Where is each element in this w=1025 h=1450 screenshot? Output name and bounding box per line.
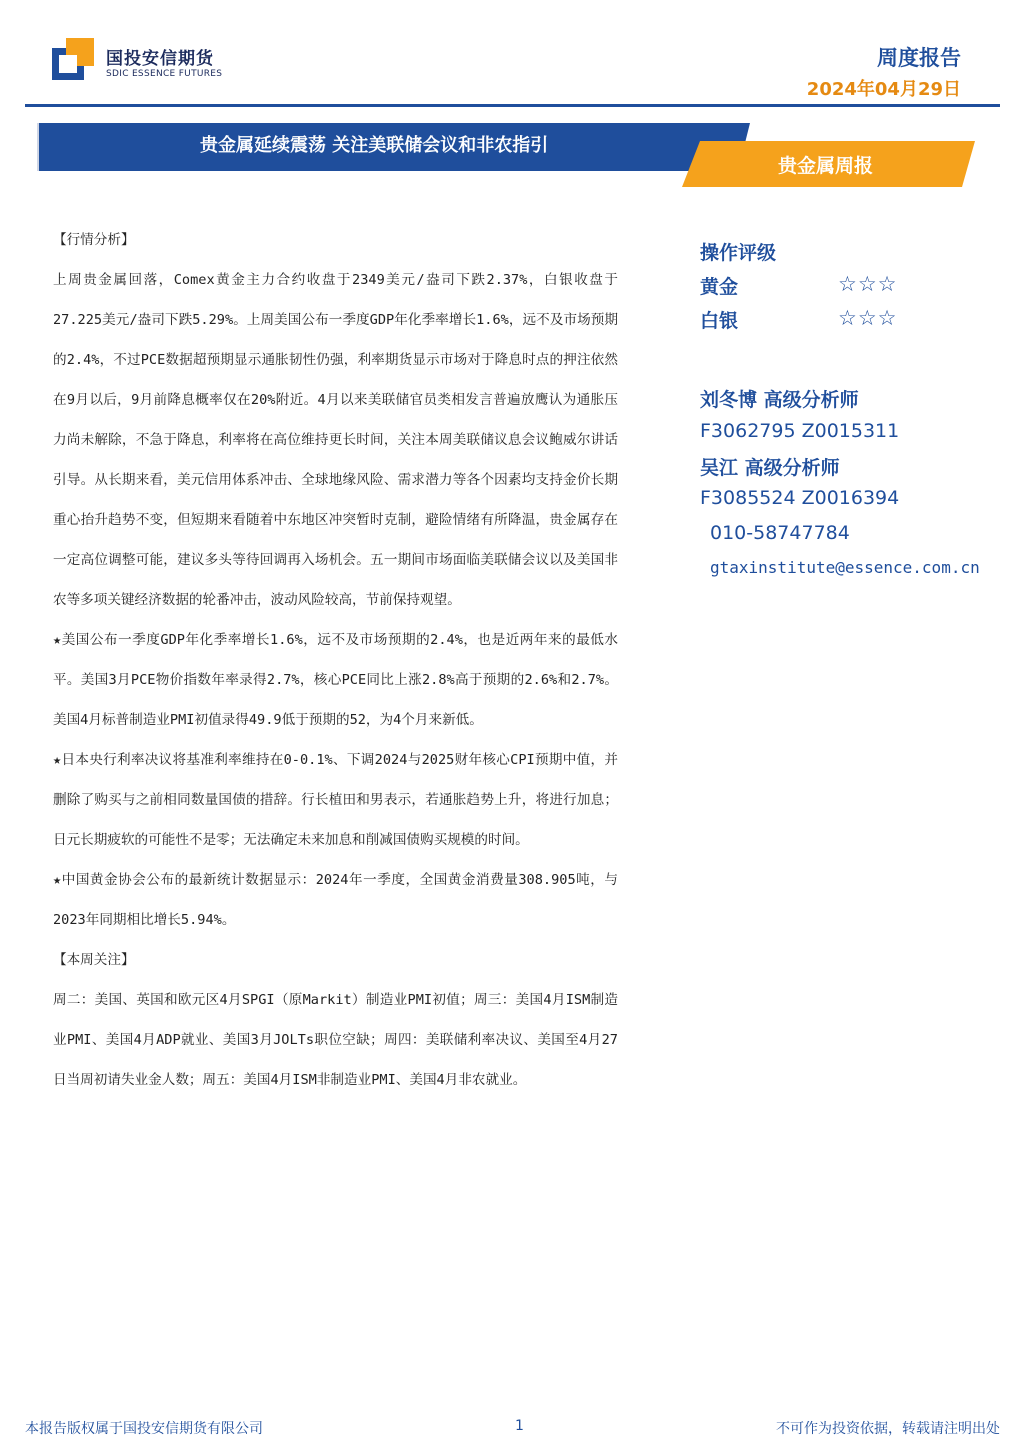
section-heading-market-analysis: 【行情分析】: [53, 232, 135, 248]
rating-name: 白银: [700, 310, 739, 332]
analyst-certificate: F3062795 Z0015311: [700, 420, 900, 442]
contact-phone: 010-58747784: [710, 522, 850, 544]
rating-title: 操作评级: [700, 242, 777, 264]
paragraph-week-calendar: 周二：美国、英国和欧元区4月SPGI（原Markit）制造业PMI初值；周三：美国4月ISM制造业PMI、美国4月ADP就业、美国3月JOLTs职位空缺；周四：美联储利率决议、美国至4月27日当周初请失业金人数；周五：美国4月ISM非制造业PMI、美国4月非农就业。: [53, 992, 618, 1088]
logo-chinese-name: 国投安信期货: [106, 49, 214, 69]
report-title: 贵金属延续震荡 关注美联储会议和非农指引: [200, 135, 549, 156]
paragraph-boj-decision: ★日本央行利率决议将基准利率维持在0-0.1%、下调2024与2025财年核心CPI预期中值，并删除了购买与之前相同数量国债的措辞。行长植田和男表示，若通胀趋势上升，将进行加息；日元长期疲软的可能性不是零；无法确定未来加息和削减国债购买规模的时间。: [53, 752, 618, 848]
logo-mark-icon: [52, 38, 94, 80]
rating-row-silver: [700, 306, 920, 334]
star-rating-icon: ☆☆☆: [838, 272, 898, 296]
report-type: 周度报告: [877, 46, 961, 70]
logo-english-name: SDIC ESSENCE FUTURES: [106, 69, 223, 79]
star-rating-icon: ☆☆☆: [838, 306, 898, 330]
page-number: 1: [515, 1418, 524, 1434]
section-heading-week-focus: 【本周关注】: [53, 952, 135, 968]
report-body: [53, 220, 618, 1100]
rating-row-gold: [700, 272, 920, 300]
paragraph-china-gold-consumption: ★中国黄金协会公布的最新统计数据显示：2024年一季度，全国黄金消费量308.905吨，与2023年同期相比增长5.94%。: [53, 872, 618, 928]
copyright-notice: 本报告版权属于国投安信期货有限公司: [25, 1421, 263, 1437]
disclaimer-notice: 不可作为投资依据，转载请注明出处: [776, 1421, 1000, 1437]
paragraph-us-data: ★美国公布一季度GDP年化季率增长1.6%，远不及市场预期的2.4%，也是近两年来的最低水平。美国3月PCE物价指数年率录得2.7%，核心PCE同比上涨2.8%高于预期的2.6%和2.7%。美国4月标普制造业PMI初值录得49.9低于预期的52，为4个月来新低。: [53, 632, 618, 728]
page-footer: [25, 1418, 1000, 1440]
company-logo: [52, 38, 242, 86]
report-date: 2024年04月29日: [806, 79, 961, 100]
paragraph-market-analysis: 上周贵金属回落，Comex黄金主力合约收盘于2349美元/盎司下跌2.37%，白银收盘于27.225美元/盎司下跌5.29%。上周美国公布一季度GDP年化季率增长1.6%，远不及市场预期的2.4%，不过PCE数据超预期显示通胀韧性仍强，利率期货显示市场对于降息时点的押注依然在9月以后，9月前降息概率仅在20%附近。4月以来美联储官员类相发言普遍放鹰认为通胀压力尚未解除，不急于降息，利率将在高位维持更长时间，关注本周美联储议息会议鲍威尔讲话引导。从长期来看，美元信用体系冲击、全球地缘风险、需求潜力等各个因素均支持金价长期重心抬升趋势不变，但短期来看随着中东地区冲突暂时克制，避险情绪有所降温，贵金属存在一定高位调整可能，建议多头等待回调再入场机会。五一期间市场面临美联储会议以及美国非农等多项关键经济数据的轮番冲击，波动风险较高，节前保持观望。: [53, 272, 618, 608]
analyst-name: 刘冬博 高级分析师: [700, 389, 859, 411]
report-category-tag: 贵金属周报: [778, 155, 874, 177]
analyst-certificate: F3085524 Z0016394: [700, 487, 900, 509]
rating-name: 黄金: [700, 276, 739, 298]
header-divider: [25, 104, 1000, 107]
analyst-name: 吴江 高级分析师: [700, 457, 840, 479]
contact-email[interactable]: gtaxinstitute@essence.com.cn: [710, 558, 980, 577]
